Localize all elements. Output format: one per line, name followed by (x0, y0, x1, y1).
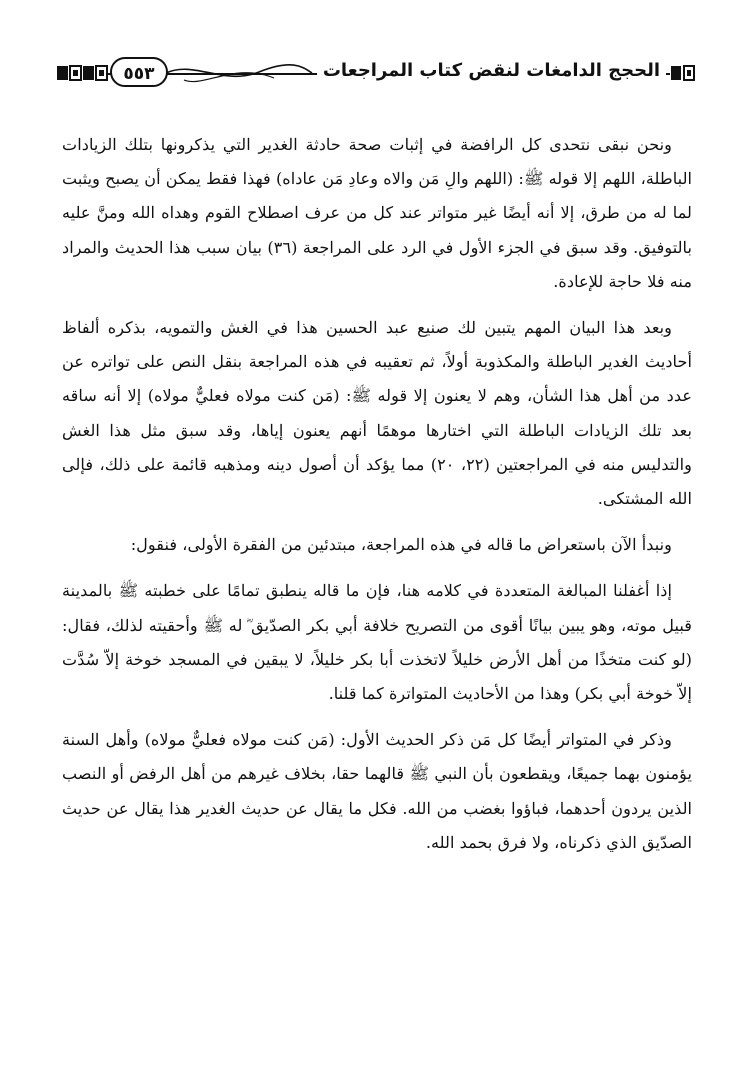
paragraph-4: إذا أغفلنا المبالغة المتعددة في كلامه هنا، فإن ما قاله ينطبق تمامًا على خطبته ﷺ بالمدينة قبيل موته، وهو يبين بيانًا أقوى من التصريح خلافة أبي بكر الصدّيق ؓ له ﷺ وأحقيته لذلك، فقال: (لو كنت متخذًا من أهل الأرض خليلاً لاتخذت أبا بكر خليلاً، لا يبقين في المسجد خوخة إلاّ سُدَّت إلاّ خوخة أبي بكر) وهذا من الأحاديث المتواترة كما قلنا. (62, 581, 692, 704)
page-header (56, 54, 696, 92)
header-ornament-right (670, 63, 696, 83)
paragraph-2: وبعد هذا البيان المهم يتبين لك صنيع عبد الحسين هذا في الغش والتمويه، بذكره ألفاظ أحاديث الغدير الباطلة والمكذوبة أولاً، ثم تعقيبه في هذه المراجعة بنقل النص على تواتره عن عدد من أهل هذا الشأن، وهم لا يعنون إلا قوله ﷺ: (مَن كنت مولاه فعليٌّ مولاه) إلا أنه ساقه بعد تلك الزيادات الباطلة التي اختارها موهمًا أنهم يعنون إياها، وقد سبق مثل هذا الغش والتدليس منه في المراجعتين (٢٢، ٢٠) مما يؤكد أن أصول دينه ومذهبه قائمة على ذلك، فإلى الله المشتكى. (62, 318, 692, 509)
body-text (62, 128, 692, 860)
header-ornament-left (56, 63, 108, 83)
page-number-badge (110, 57, 168, 87)
page-number: ٥٥٣ (123, 64, 155, 84)
running-head-title: الحجج الدامغات لنقض كتاب المراجعات (317, 56, 666, 86)
header-ornament-swirl (164, 58, 314, 88)
paragraph-1: ونحن نبقى نتحدى كل الرافضة في إثبات صحة حادثة الغدير التي يذكرونها بتلك الزيادات الباطلة، اللهم إلا قوله ﷺ: (اللهم والِ مَن والاه وعادِ مَن عاداه) فهذا فقط يمكن أن يصبح ويثبت لما له من طرق، إلا أنه أيضًا غير متواتر عند كل من عرف اصطلاح القوم وهداه الله ومنَّ عليه بالتوفيق. وقد سبق في الجزء الأول في الرد على المراجعة (٣٦) بيان سبب هذا الحديث والمراد منه فلا حاجة للإعادة. (62, 135, 692, 291)
paragraph-3: ونبدأ الآن باستعراض ما قاله في هذه المراجعة، مبتدئين من الفقرة الأولى، فنقول: (130, 535, 672, 555)
paragraph-5: وذكر في المتواتر أيضًا كل مَن ذكر الحديث الأول: (مَن كنت مولاه فعليٌّ مولاه) وأهل السنة يؤمنون بهما جميعًا، ويقطعون بأن النبي ﷺ قالهما حقا، بخلاف غيرهم من أهل الرفض أو النصب الذين يردون أحدهما، فباؤوا بغضب من الله. فكل ما يقال عن حديث الغدير هذا يقال عن حديث الصدّيق الذي ذكرناه، ولا فرق بحمد الله. (62, 730, 692, 852)
